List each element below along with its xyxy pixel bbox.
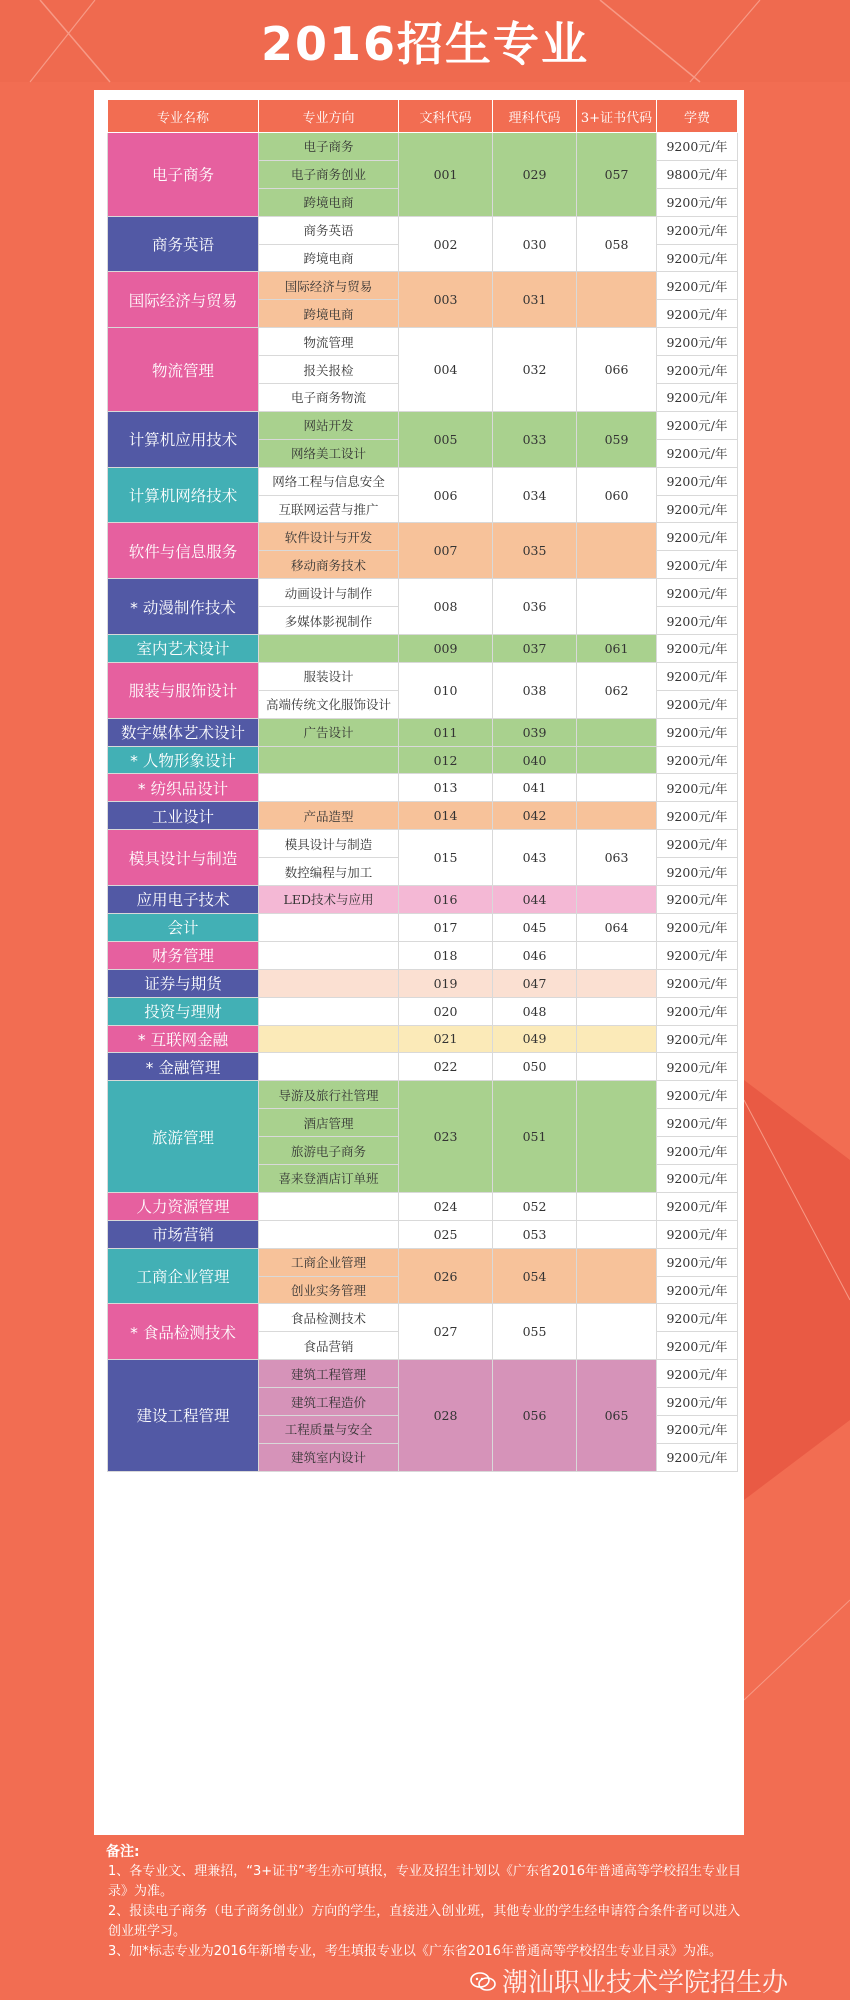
science-code-cell: 034: [493, 467, 577, 523]
direction-cell: [259, 774, 399, 802]
major-name-cell: 人力资源管理: [108, 1192, 259, 1220]
arts-code-cell: 019: [399, 969, 493, 997]
table-row: [108, 579, 738, 607]
tuition-cell: 9200元/年: [657, 523, 738, 551]
table-row: [108, 467, 738, 495]
major-name-cell: 应用电子技术: [108, 886, 259, 914]
science-code-cell: 049: [493, 1025, 577, 1053]
tuition-cell: 9200元/年: [657, 1192, 738, 1220]
table-row: [108, 523, 738, 551]
wechat-icon: [470, 1970, 496, 1992]
arts-code-cell: 010: [399, 662, 493, 718]
tuition-cell: 9200元/年: [657, 216, 738, 244]
cert-code-cell: 064: [577, 913, 657, 941]
direction-cell: 商务英语: [259, 216, 399, 244]
arts-code-cell: 003: [399, 272, 493, 328]
tuition-cell: 9200元/年: [657, 356, 738, 384]
major-name-cell: 电子商务: [108, 133, 259, 217]
direction-cell: 数控编程与加工: [259, 858, 399, 886]
table-row: [108, 1192, 738, 1220]
arts-code-cell: 011: [399, 718, 493, 746]
cert-code-cell: 060: [577, 467, 657, 523]
tuition-cell: 9200元/年: [657, 607, 738, 635]
notes-title: 备注:: [106, 1844, 140, 1860]
direction-cell: 建筑室内设计: [259, 1443, 399, 1471]
direction-cell: [259, 913, 399, 941]
cert-code-cell: [577, 802, 657, 830]
cert-code-cell: 065: [577, 1360, 657, 1472]
science-code-cell: 050: [493, 1053, 577, 1081]
tuition-cell: 9200元/年: [657, 133, 738, 161]
science-code-cell: 032: [493, 328, 577, 412]
direction-cell: 跨境电商: [259, 300, 399, 328]
direction-cell: 多媒体影视制作: [259, 607, 399, 635]
table-row: [108, 216, 738, 244]
science-code-cell: 030: [493, 216, 577, 272]
direction-cell: 导游及旅行社管理: [259, 1081, 399, 1109]
cert-code-cell: [577, 1248, 657, 1304]
major-name-cell: 市场营销: [108, 1220, 259, 1248]
cert-code-cell: 059: [577, 411, 657, 467]
science-code-cell: 056: [493, 1360, 577, 1472]
direction-cell: 服装设计: [259, 662, 399, 690]
direction-cell: 工程质量与安全: [259, 1415, 399, 1443]
major-name-cell: 国际经济与贸易: [108, 272, 259, 328]
direction-cell: 电子商务创业: [259, 160, 399, 188]
science-code-cell: 036: [493, 579, 577, 635]
tuition-cell: 9200元/年: [657, 1388, 738, 1416]
table-row: [108, 746, 738, 774]
arts-code-cell: 005: [399, 411, 493, 467]
tuition-cell: 9200元/年: [657, 1248, 738, 1276]
major-name-cell: 计算机网络技术: [108, 467, 259, 523]
major-name-cell: 商务英语: [108, 216, 259, 272]
tuition-cell: 9200元/年: [657, 1164, 738, 1192]
cert-code-cell: [577, 941, 657, 969]
cert-code-cell: [577, 1192, 657, 1220]
cert-code-cell: [577, 1220, 657, 1248]
major-name-cell: 投资与理财: [108, 997, 259, 1025]
tuition-cell: 9200元/年: [657, 1304, 738, 1332]
tuition-cell: 9200元/年: [657, 635, 738, 663]
tuition-cell: 9200元/年: [657, 1081, 738, 1109]
table-row: [108, 1220, 738, 1248]
tuition-cell: 9800元/年: [657, 160, 738, 188]
major-name-cell: 计算机应用技术: [108, 411, 259, 467]
arts-code-cell: 014: [399, 802, 493, 830]
note-item: 2、报读电子商务（电子商务创业）方向的学生，直接进入创业班，其他专业的学生经申请符合条件者可以进入创业班学习。: [108, 1904, 741, 1939]
cert-code-cell: [577, 969, 657, 997]
cert-code-cell: 063: [577, 830, 657, 886]
arts-code-cell: 028: [399, 1360, 493, 1472]
tuition-cell: 9200元/年: [657, 495, 738, 523]
cert-code-cell: [577, 1081, 657, 1193]
science-code-cell: 035: [493, 523, 577, 579]
tuition-cell: 9200元/年: [657, 188, 738, 216]
arts-code-cell: 001: [399, 133, 493, 217]
direction-cell: 食品检测技术: [259, 1304, 399, 1332]
direction-cell: 软件设计与开发: [259, 523, 399, 551]
science-code-cell: 042: [493, 802, 577, 830]
cert-code-cell: [577, 1304, 657, 1360]
arts-code-cell: 009: [399, 635, 493, 663]
major-name-cell: * 纺织品设计: [108, 774, 259, 802]
science-code-cell: 045: [493, 913, 577, 941]
direction-cell: [259, 635, 399, 663]
arts-code-cell: 016: [399, 886, 493, 914]
cert-code-cell: 061: [577, 635, 657, 663]
tuition-cell: 9200元/年: [657, 1053, 738, 1081]
tuition-cell: 9200元/年: [657, 439, 738, 467]
tuition-cell: 9200元/年: [657, 802, 738, 830]
table-row: [108, 1248, 738, 1276]
major-name-cell: 旅游管理: [108, 1081, 259, 1193]
table-row: [108, 328, 738, 356]
major-name-cell: 物流管理: [108, 328, 259, 412]
arts-code-cell: 021: [399, 1025, 493, 1053]
direction-cell: 移动商务技术: [259, 551, 399, 579]
tuition-cell: 9200元/年: [657, 1360, 738, 1388]
major-name-cell: 工业设计: [108, 802, 259, 830]
direction-cell: 模具设计与制造: [259, 830, 399, 858]
arts-code-cell: 018: [399, 941, 493, 969]
cert-code-cell: [577, 272, 657, 328]
direction-cell: [259, 1220, 399, 1248]
science-code-cell: 031: [493, 272, 577, 328]
science-code-cell: 051: [493, 1081, 577, 1193]
arts-code-cell: 008: [399, 579, 493, 635]
arts-code-cell: 017: [399, 913, 493, 941]
major-name-cell: 模具设计与制造: [108, 830, 259, 886]
arts-code-cell: 027: [399, 1304, 493, 1360]
tuition-cell: 9200元/年: [657, 774, 738, 802]
table-row: [108, 1304, 738, 1332]
science-code-cell: 047: [493, 969, 577, 997]
tuition-cell: 9200元/年: [657, 662, 738, 690]
science-code-cell: 041: [493, 774, 577, 802]
direction-cell: [259, 941, 399, 969]
major-name-cell: * 动漫制作技术: [108, 579, 259, 635]
science-code-cell: 040: [493, 746, 577, 774]
science-code-cell: 037: [493, 635, 577, 663]
major-name-cell: 证券与期货: [108, 969, 259, 997]
table-row: [108, 411, 738, 439]
arts-code-cell: 006: [399, 467, 493, 523]
table-row: [108, 1360, 738, 1388]
major-name-cell: 工商企业管理: [108, 1248, 259, 1304]
science-code-cell: 033: [493, 411, 577, 467]
arts-code-cell: 015: [399, 830, 493, 886]
note-item: 3、加*标志专业为2016年新增专业，考生填报专业以《广东省2016年普通高等学校招生专业目录》为准。: [108, 1944, 722, 1959]
tuition-cell: 9200元/年: [657, 467, 738, 495]
table-row: [108, 662, 738, 690]
cert-code-cell: [577, 886, 657, 914]
science-code-cell: 053: [493, 1220, 577, 1248]
header-direction: 专业方向: [259, 100, 399, 133]
direction-cell: 网站开发: [259, 411, 399, 439]
direction-cell: [259, 969, 399, 997]
direction-cell: 高端传统文化服饰设计: [259, 690, 399, 718]
direction-cell: 报关报检: [259, 356, 399, 384]
table-row: [108, 969, 738, 997]
direction-cell: 建筑工程造价: [259, 1388, 399, 1416]
direction-cell: 酒店管理: [259, 1109, 399, 1137]
tuition-cell: 9200元/年: [657, 913, 738, 941]
direction-cell: 网络美工设计: [259, 439, 399, 467]
arts-code-cell: 025: [399, 1220, 493, 1248]
major-name-cell: 会计: [108, 913, 259, 941]
major-name-cell: * 金融管理: [108, 1053, 259, 1081]
tuition-cell: 9200元/年: [657, 1415, 738, 1443]
science-code-cell: 043: [493, 830, 577, 886]
tuition-cell: 9200元/年: [657, 718, 738, 746]
tuition-cell: 9200元/年: [657, 384, 738, 412]
science-code-cell: 046: [493, 941, 577, 969]
header-cert-code: 3+证书代码: [577, 100, 657, 133]
watermark-text: 潮汕职业技术学院招生办: [502, 1968, 789, 1998]
direction-cell: [259, 1053, 399, 1081]
arts-code-cell: 023: [399, 1081, 493, 1193]
cert-code-cell: 057: [577, 133, 657, 217]
table-row: [108, 830, 738, 858]
arts-code-cell: 004: [399, 328, 493, 412]
science-code-cell: 038: [493, 662, 577, 718]
direction-cell: 国际经济与贸易: [259, 272, 399, 300]
table-row: [108, 941, 738, 969]
tuition-cell: 9200元/年: [657, 858, 738, 886]
cert-code-cell: [577, 997, 657, 1025]
cert-code-cell: [577, 579, 657, 635]
science-code-cell: 048: [493, 997, 577, 1025]
tuition-cell: 9200元/年: [657, 300, 738, 328]
tuition-cell: 9200元/年: [657, 1109, 738, 1137]
direction-cell: 广告设计: [259, 718, 399, 746]
tuition-cell: 9200元/年: [657, 1332, 738, 1360]
table-header-row: [108, 100, 738, 133]
table-row: [108, 913, 738, 941]
cert-code-cell: [577, 1025, 657, 1053]
tuition-cell: 9200元/年: [657, 746, 738, 774]
direction-cell: 跨境电商: [259, 244, 399, 272]
direction-cell: [259, 746, 399, 774]
tuition-cell: 9200元/年: [657, 1276, 738, 1304]
major-name-cell: * 食品检测技术: [108, 1304, 259, 1360]
table-row: [108, 1025, 738, 1053]
direction-cell: 跨境电商: [259, 188, 399, 216]
table-row: [108, 718, 738, 746]
direction-cell: 电子商务物流: [259, 384, 399, 412]
header-arts-code: 文科代码: [399, 100, 493, 133]
tuition-cell: 9200元/年: [657, 244, 738, 272]
cert-code-cell: [577, 746, 657, 774]
arts-code-cell: 007: [399, 523, 493, 579]
arts-code-cell: 002: [399, 216, 493, 272]
cert-code-cell: 066: [577, 328, 657, 412]
arts-code-cell: 012: [399, 746, 493, 774]
table-row: [108, 635, 738, 663]
direction-cell: 食品营销: [259, 1332, 399, 1360]
science-code-cell: 029: [493, 133, 577, 217]
cert-code-cell: [577, 718, 657, 746]
direction-cell: LED技术与应用: [259, 886, 399, 914]
arts-code-cell: 013: [399, 774, 493, 802]
direction-cell: 喜来登酒店订单班: [259, 1164, 399, 1192]
table-row: [108, 774, 738, 802]
direction-cell: 动画设计与制作: [259, 579, 399, 607]
cert-code-cell: [577, 1053, 657, 1081]
major-name-cell: 室内艺术设计: [108, 635, 259, 663]
major-name-cell: * 互联网金融: [108, 1025, 259, 1053]
science-code-cell: 054: [493, 1248, 577, 1304]
direction-cell: 建筑工程管理: [259, 1360, 399, 1388]
majors-table: [107, 99, 738, 1472]
direction-cell: 电子商务: [259, 133, 399, 161]
major-name-cell: 服装与服饰设计: [108, 662, 259, 718]
major-name-cell: 数字媒体艺术设计: [108, 718, 259, 746]
arts-code-cell: 024: [399, 1192, 493, 1220]
table-row: [108, 802, 738, 830]
tuition-cell: 9200元/年: [657, 411, 738, 439]
tuition-cell: 9200元/年: [657, 886, 738, 914]
direction-cell: 工商企业管理: [259, 1248, 399, 1276]
table-row: [108, 133, 738, 161]
table-row: [108, 886, 738, 914]
tuition-cell: 9200元/年: [657, 551, 738, 579]
table-row: [108, 272, 738, 300]
tuition-cell: 9200元/年: [657, 941, 738, 969]
direction-cell: 创业实务管理: [259, 1276, 399, 1304]
cert-code-cell: [577, 774, 657, 802]
tuition-cell: 9200元/年: [657, 830, 738, 858]
tuition-cell: 9200元/年: [657, 969, 738, 997]
tuition-cell: 9200元/年: [657, 1137, 738, 1165]
table-row: [108, 1053, 738, 1081]
tuition-cell: 9200元/年: [657, 272, 738, 300]
direction-cell: [259, 1025, 399, 1053]
major-name-cell: 软件与信息服务: [108, 523, 259, 579]
note-item: 1、各专业文、理兼招，“3+证书”考生亦可填报，专业及招生计划以《广东省2016年普通高等学校招生专业目录》为准。: [108, 1864, 741, 1899]
tuition-cell: 9200元/年: [657, 1443, 738, 1471]
direction-cell: [259, 997, 399, 1025]
header-major-name: 专业名称: [108, 100, 259, 133]
tuition-cell: 9200元/年: [657, 690, 738, 718]
tuition-cell: 9200元/年: [657, 328, 738, 356]
tuition-cell: 9200元/年: [657, 579, 738, 607]
arts-code-cell: 020: [399, 997, 493, 1025]
cert-code-cell: 062: [577, 662, 657, 718]
table-row: [108, 997, 738, 1025]
cert-code-cell: [577, 523, 657, 579]
major-name-cell: * 人物形象设计: [108, 746, 259, 774]
header-tuition: 学费: [657, 100, 738, 133]
direction-cell: 网络工程与信息安全: [259, 467, 399, 495]
watermark: [470, 1962, 788, 1999]
science-code-cell: 044: [493, 886, 577, 914]
arts-code-cell: 022: [399, 1053, 493, 1081]
direction-cell: [259, 1192, 399, 1220]
major-name-cell: 建设工程管理: [108, 1360, 259, 1472]
science-code-cell: 039: [493, 718, 577, 746]
direction-cell: 产品造型: [259, 802, 399, 830]
tuition-cell: 9200元/年: [657, 997, 738, 1025]
notes-section: [106, 1842, 746, 1982]
major-name-cell: 财务管理: [108, 941, 259, 969]
cert-code-cell: 058: [577, 216, 657, 272]
table-row: [108, 1081, 738, 1109]
science-code-cell: 055: [493, 1304, 577, 1360]
science-code-cell: 052: [493, 1192, 577, 1220]
arts-code-cell: 026: [399, 1248, 493, 1304]
header-science-code: 理科代码: [493, 100, 577, 133]
tuition-cell: 9200元/年: [657, 1025, 738, 1053]
direction-cell: 物流管理: [259, 328, 399, 356]
direction-cell: 旅游电子商务: [259, 1137, 399, 1165]
page-title: 2016招生专业: [260, 17, 590, 71]
direction-cell: 互联网运营与推广: [259, 495, 399, 523]
tuition-cell: 9200元/年: [657, 1220, 738, 1248]
